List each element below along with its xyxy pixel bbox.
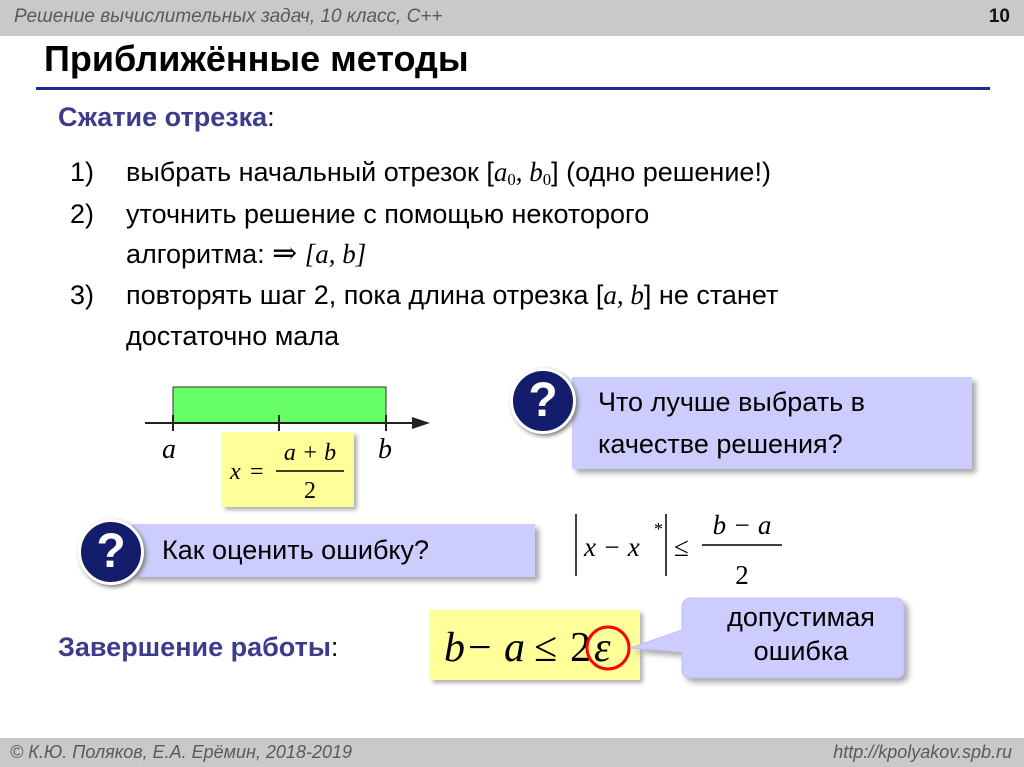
- midpoint-formula-box: [222, 432, 354, 507]
- question-1-line2: качестве решения?: [598, 429, 843, 459]
- step-3-line2: достаточно мала: [126, 321, 340, 351]
- termination-label: Завершение работы: [58, 632, 331, 662]
- formula-lhs: x: [230, 459, 241, 485]
- term-minus: −: [468, 625, 492, 671]
- step-text-tail: ] (одно решение!): [551, 157, 771, 187]
- termination-formula-box: [430, 610, 640, 680]
- var-a0: $a_0$: [493, 157, 516, 189]
- section-colon: :: [267, 102, 275, 132]
- termination-formula: [430, 610, 640, 680]
- footer-authors: © К.Ю. Поляков, Е.А. Ерёмин, 2018-2019: [10, 742, 352, 762]
- abs-expression: x − x: [584, 532, 640, 562]
- bound-numerator: b − a: [712, 510, 772, 540]
- step-text: повторять шаг 2, пока длина отрезка [: [126, 280, 604, 310]
- step-2-line2: [126, 235, 366, 273]
- header-bar: [0, 0, 1024, 36]
- page-title: Приближённые методы: [44, 38, 469, 79]
- footer-url[interactable]: http://kpolyakov.spb.ru: [833, 742, 1012, 762]
- question-icon: ?: [78, 519, 144, 585]
- step-3: [70, 277, 778, 314]
- step-text-tail: ] не станет: [643, 280, 779, 310]
- term-epsilon: ε: [594, 625, 611, 671]
- tolerance-line1: допустимая: [727, 602, 875, 632]
- title-divider: [36, 87, 990, 90]
- midpoint-formula: [222, 432, 354, 507]
- formula-numerator: a + b: [283, 440, 337, 466]
- var-b0: $b_0$: [529, 157, 552, 189]
- termination-heading: [58, 632, 338, 663]
- step-2: [70, 196, 649, 233]
- slide-number: 10: [988, 6, 1010, 27]
- termination-colon: :: [330, 632, 339, 662]
- interval-ab: [a, b]: [304, 239, 367, 269]
- section-heading: [58, 102, 275, 133]
- step-1: [70, 154, 771, 198]
- step-number: 2): [70, 199, 95, 229]
- term-two: 2: [570, 625, 591, 671]
- error-bound-formula: [570, 500, 790, 600]
- var-b: b: [630, 280, 644, 310]
- separator: ,: [515, 157, 530, 187]
- term-rhs: a: [504, 625, 525, 671]
- question-icon: ?: [510, 368, 576, 434]
- step-text: алгоритма:: [126, 239, 273, 269]
- formula-denominator: 2: [304, 478, 316, 504]
- step-text: выбрать начальный отрезок [: [126, 157, 494, 187]
- question-2-text: Как оценить ошибку?: [162, 535, 430, 565]
- section-label: Сжатие отрезка: [58, 102, 268, 132]
- bound-denominator: 2: [735, 560, 749, 590]
- separator: ,: [616, 280, 631, 310]
- var-a: a: [603, 280, 617, 310]
- star-superscript: *: [654, 519, 663, 539]
- le-sign: ≤: [674, 532, 689, 562]
- formula-eq: =: [250, 459, 264, 485]
- term-le: ≤: [534, 625, 558, 671]
- axis-label-b: b: [378, 434, 392, 465]
- step-number: 1): [70, 157, 95, 187]
- course-title: Решение вычислительных задач, 10 класс, С++: [14, 6, 443, 27]
- axis-arrowhead: [412, 417, 430, 429]
- implies-arrow: ⇒: [272, 237, 298, 270]
- tolerance-line2: ошибка: [753, 636, 849, 666]
- step-number: 3): [70, 280, 95, 310]
- term-lhs: b: [444, 625, 465, 671]
- axis-label-a: a: [162, 434, 176, 465]
- step-text: уточнить решение с помощью некоторого: [126, 199, 650, 229]
- question-1-line1: Что лучше выбрать в: [598, 387, 866, 417]
